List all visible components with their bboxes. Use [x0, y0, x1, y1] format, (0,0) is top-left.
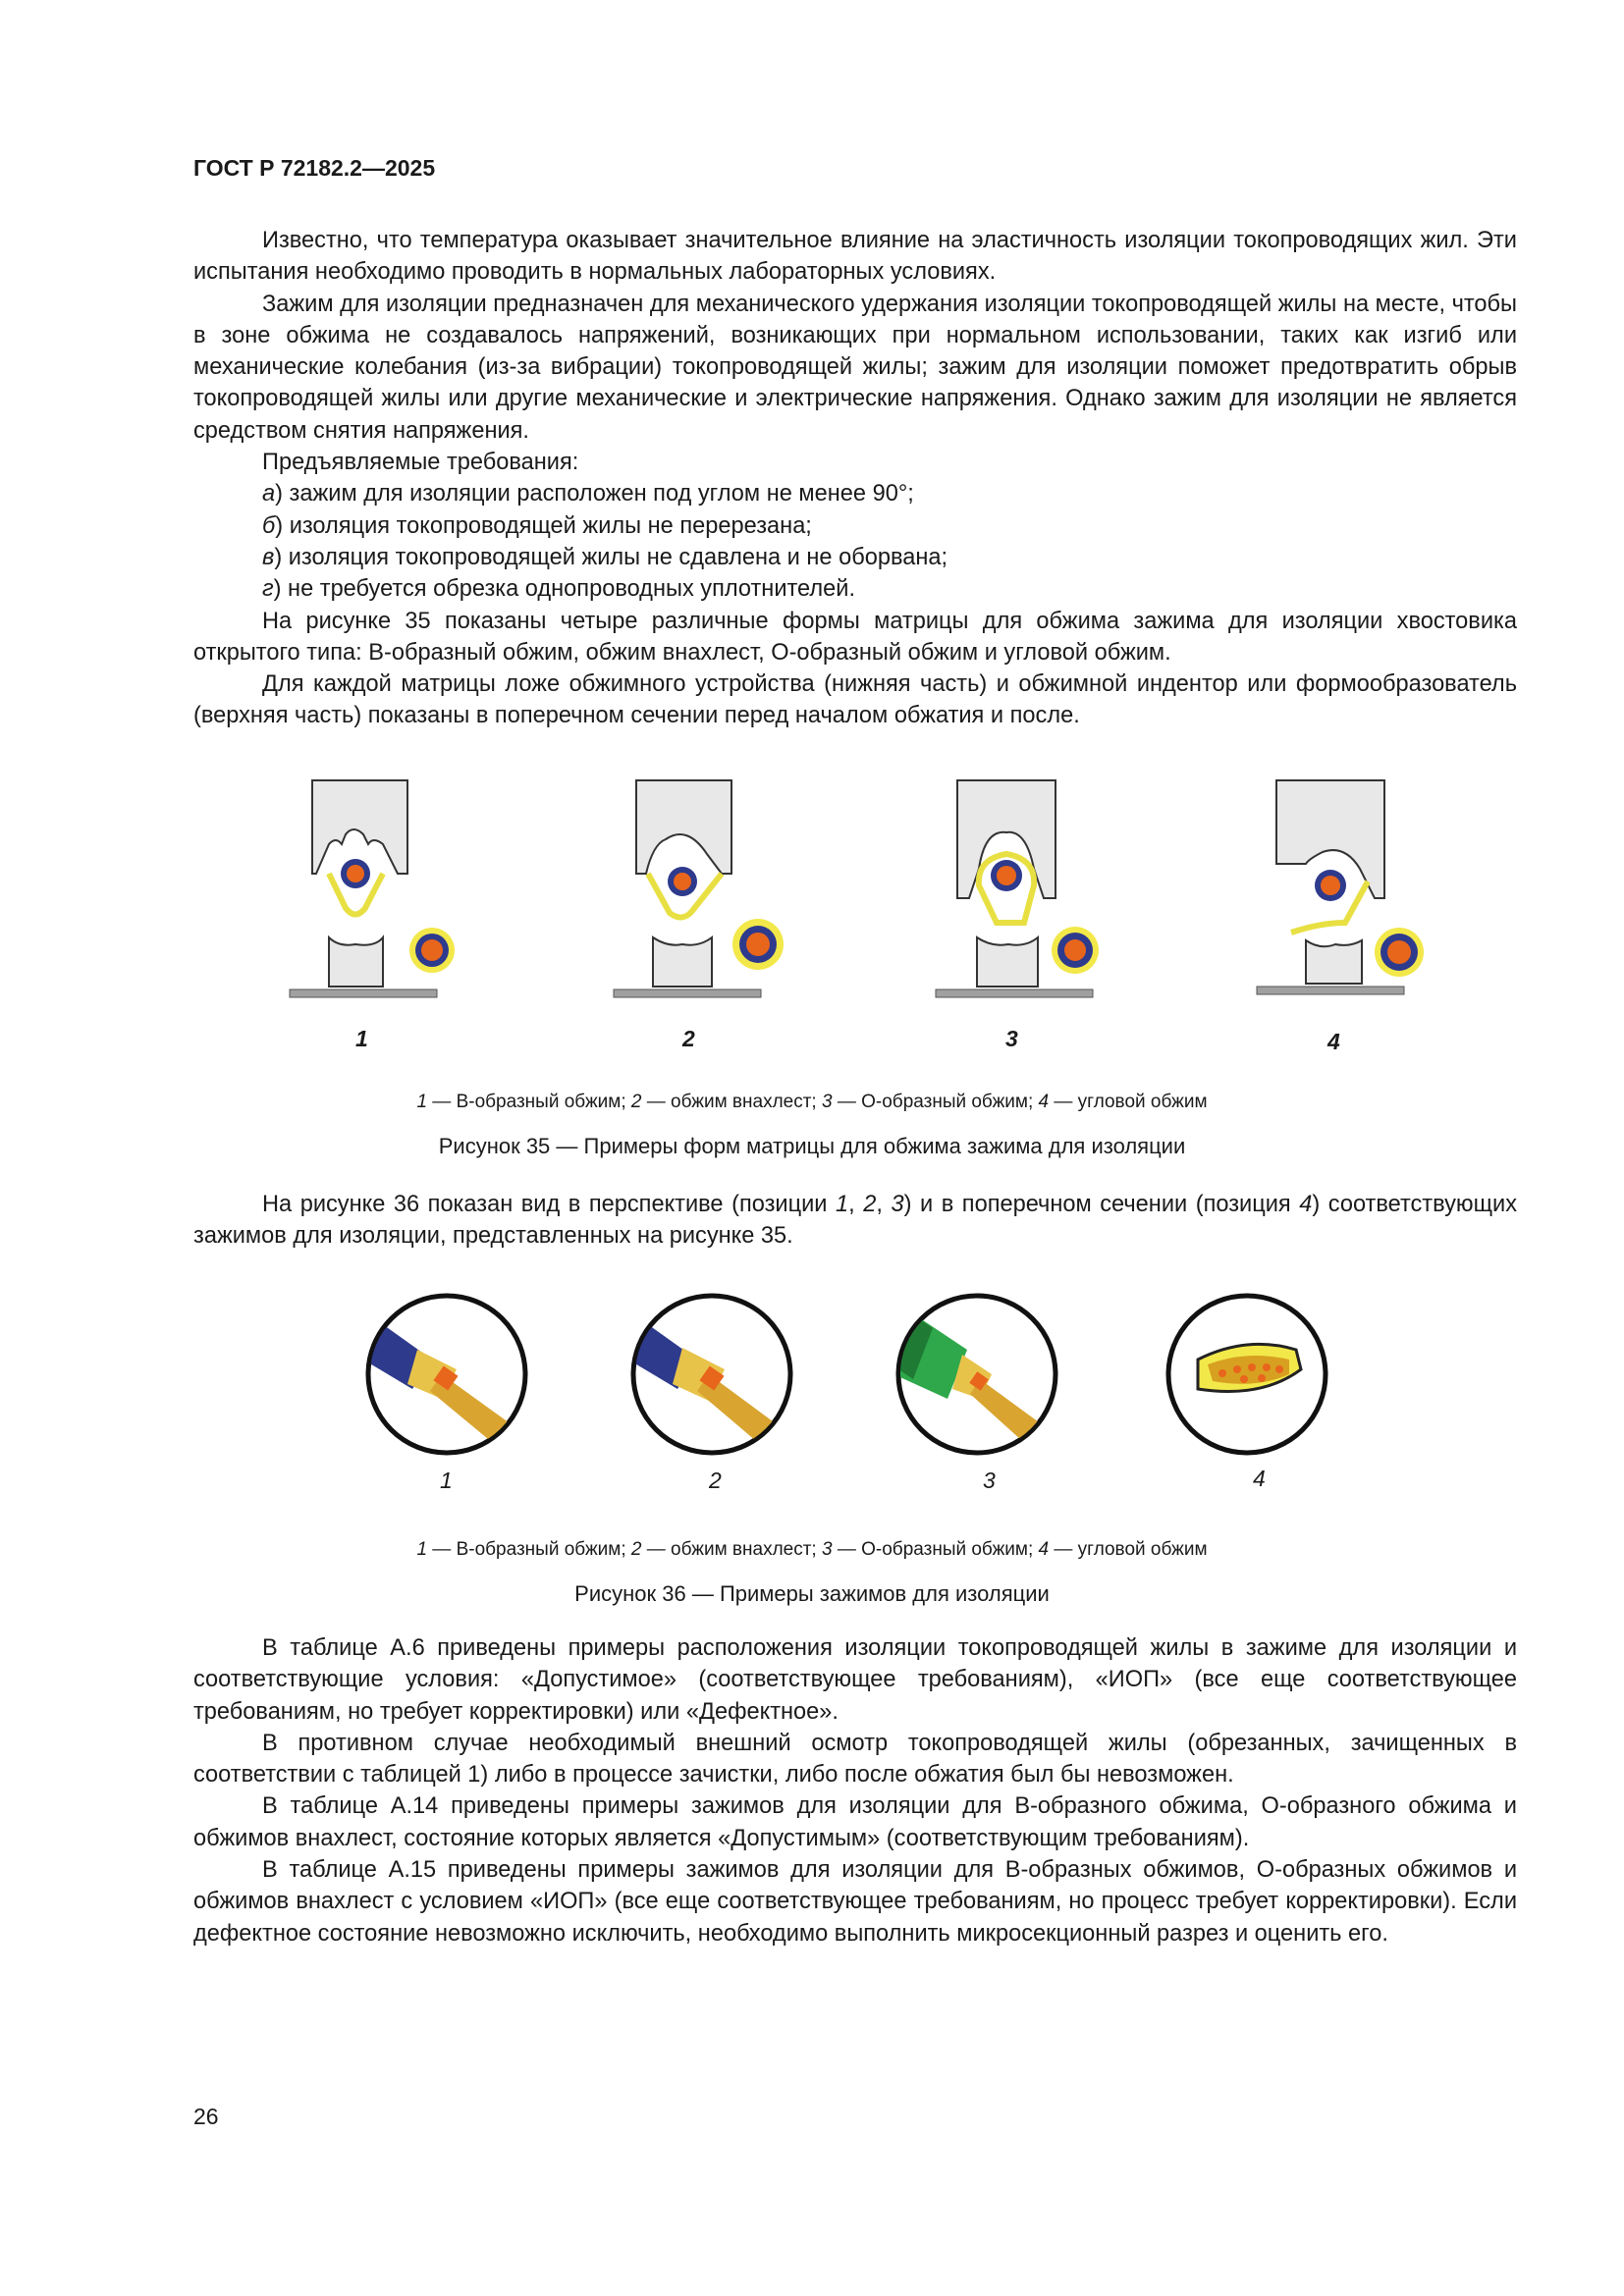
paragraph: В таблице А.15 приведены примеры зажимов для изоляции для В-образных обжимов, О-образных обжимов и обжимов внахлест с условием «ИОП» (все еще соответствующее требованиям, но процесс требует корректировки). Если дефектное состояние невозможно исключить, необходимо выполнить микросекционный разрез и оценить его.: [193, 1857, 1517, 1947]
paragraph: Для каждой матрицы ложе обжимного устройства (нижняя часть) и обжимной индентор или формообразователь (верхняя часть) показаны в поперечном сечении перед началом обжатия и после.: [193, 671, 1517, 729]
list-item: б) изоляция токопроводящей жилы не перерезана;: [262, 512, 812, 539]
figure-label: 2: [709, 1468, 722, 1493]
figure-36-caption: Рисунок 36 — Примеры зажимов для изоляции: [574, 1581, 1050, 1606]
figure-36: [0, 1291, 1624, 1493]
figure-35: [0, 775, 1624, 1065]
paragraph: В противном случае необходимый внешний осмотр токопроводящей жилы (обрезанных, зачищенных в соответствии с таблицей 1) либо в процессе зачистки, либо после обжатия был бы невозможен.: [193, 1730, 1517, 1789]
die-diagram-4: [1252, 775, 1448, 1011]
figure-label: 4: [1327, 1029, 1340, 1054]
figure-label: 3: [1005, 1026, 1018, 1051]
paragraph: На рисунке 36 показан вид в перспективе (позиции 1, 2, 3) и в поперечном сечении (позиция 4) соответствующих зажимов для изоляции, представленных на рисунке 35.: [193, 1192, 1517, 1250]
figure-35-caption: Рисунок 35 — Примеры форм матрицы для обжима зажима для изоляции: [438, 1134, 1186, 1158]
clip-photo-3: [893, 1291, 1060, 1458]
list-item: в) изоляция токопроводящей жилы не сдавлена и не оборвана;: [262, 544, 948, 570]
paragraph: Предъявляемые требования:: [262, 450, 579, 476]
figure-label: 4: [1253, 1466, 1266, 1491]
figure-label: 3: [983, 1468, 996, 1493]
intro-text: [193, 225, 1517, 732]
clip-photo-2: [628, 1291, 795, 1458]
clip-photo-1: [363, 1291, 530, 1458]
paragraph: В таблице А.6 приведены примеры расположения изоляции токопроводящей жилы в зажиме для изоляции и соответствующие условия: «Допустимое» (соответствующее требованиям), «ИОП» (все еще соответствующее требованиям, но требует корректировки) или «Дефектное».: [193, 1635, 1517, 1725]
die-diagram-1: [285, 775, 481, 1011]
paragraph: Зажим для изоляции предназначен для механического удержания изоляции токопроводящей жилы на месте, чтобы в зоне обжима не создавалось напряжений, возникающих при нормальном использовании, таких как изгиб или механические колебания (из-за вибрации) токопроводящей жилы; зажим для изоляции поможет предотвратить обрыв токопроводящей жилы или другие механические и электрические напряжения. Однако зажим для изоляции не является средством снятия напряжения.: [193, 291, 1517, 444]
paragraph: На рисунке 35 показаны четыре различные формы матрицы для обжима зажима для изоляции хвостовика открытого типа: В-образный обжим, обжим внахлест, О-образный обжим и угловой обжим.: [193, 608, 1517, 666]
figure-label: 1: [355, 1026, 368, 1051]
page-number: 26: [193, 2104, 219, 2129]
document-code: ГОСТ Р 72182.2—2025: [193, 155, 436, 181]
figure-36-intro: [193, 1189, 1517, 1253]
figure-label: 1: [440, 1468, 453, 1493]
paragraph: В таблице А.14 приведены примеры зажимов для изоляции для В-образного обжима, О-образного обжима и обжимов внахлест, состояние которых является «Допустимым» (соответствующим требованиям).: [193, 1793, 1517, 1851]
list-item: а) зажим для изоляции расположен под углом не менее 90°;: [262, 481, 914, 507]
figure-label: 2: [682, 1026, 695, 1051]
die-diagram-3: [928, 775, 1124, 1011]
tables-description: [193, 1632, 1517, 1949]
list-item: г) не требуется обрезка однопроводных уплотнителей.: [262, 576, 856, 603]
figure-36-legend: 1 — В-образный обжим; 2 — обжим внахлест; 3 — О-образный обжим; 4 — угловой обжим: [416, 1539, 1208, 1560]
clip-photo-4: [1164, 1291, 1330, 1458]
die-diagram-2: [609, 775, 805, 1011]
figure-35-legend: 1 — В-образный обжим; 2 — обжим внахлест; 3 — О-образный обжим; 4 — угловой обжим: [416, 1092, 1208, 1112]
paragraph: Известно, что температура оказывает значительное влияние на эластичность изоляции токопроводящих жил. Эти испытания необходимо проводить в нормальных лабораторных условиях.: [193, 228, 1517, 286]
